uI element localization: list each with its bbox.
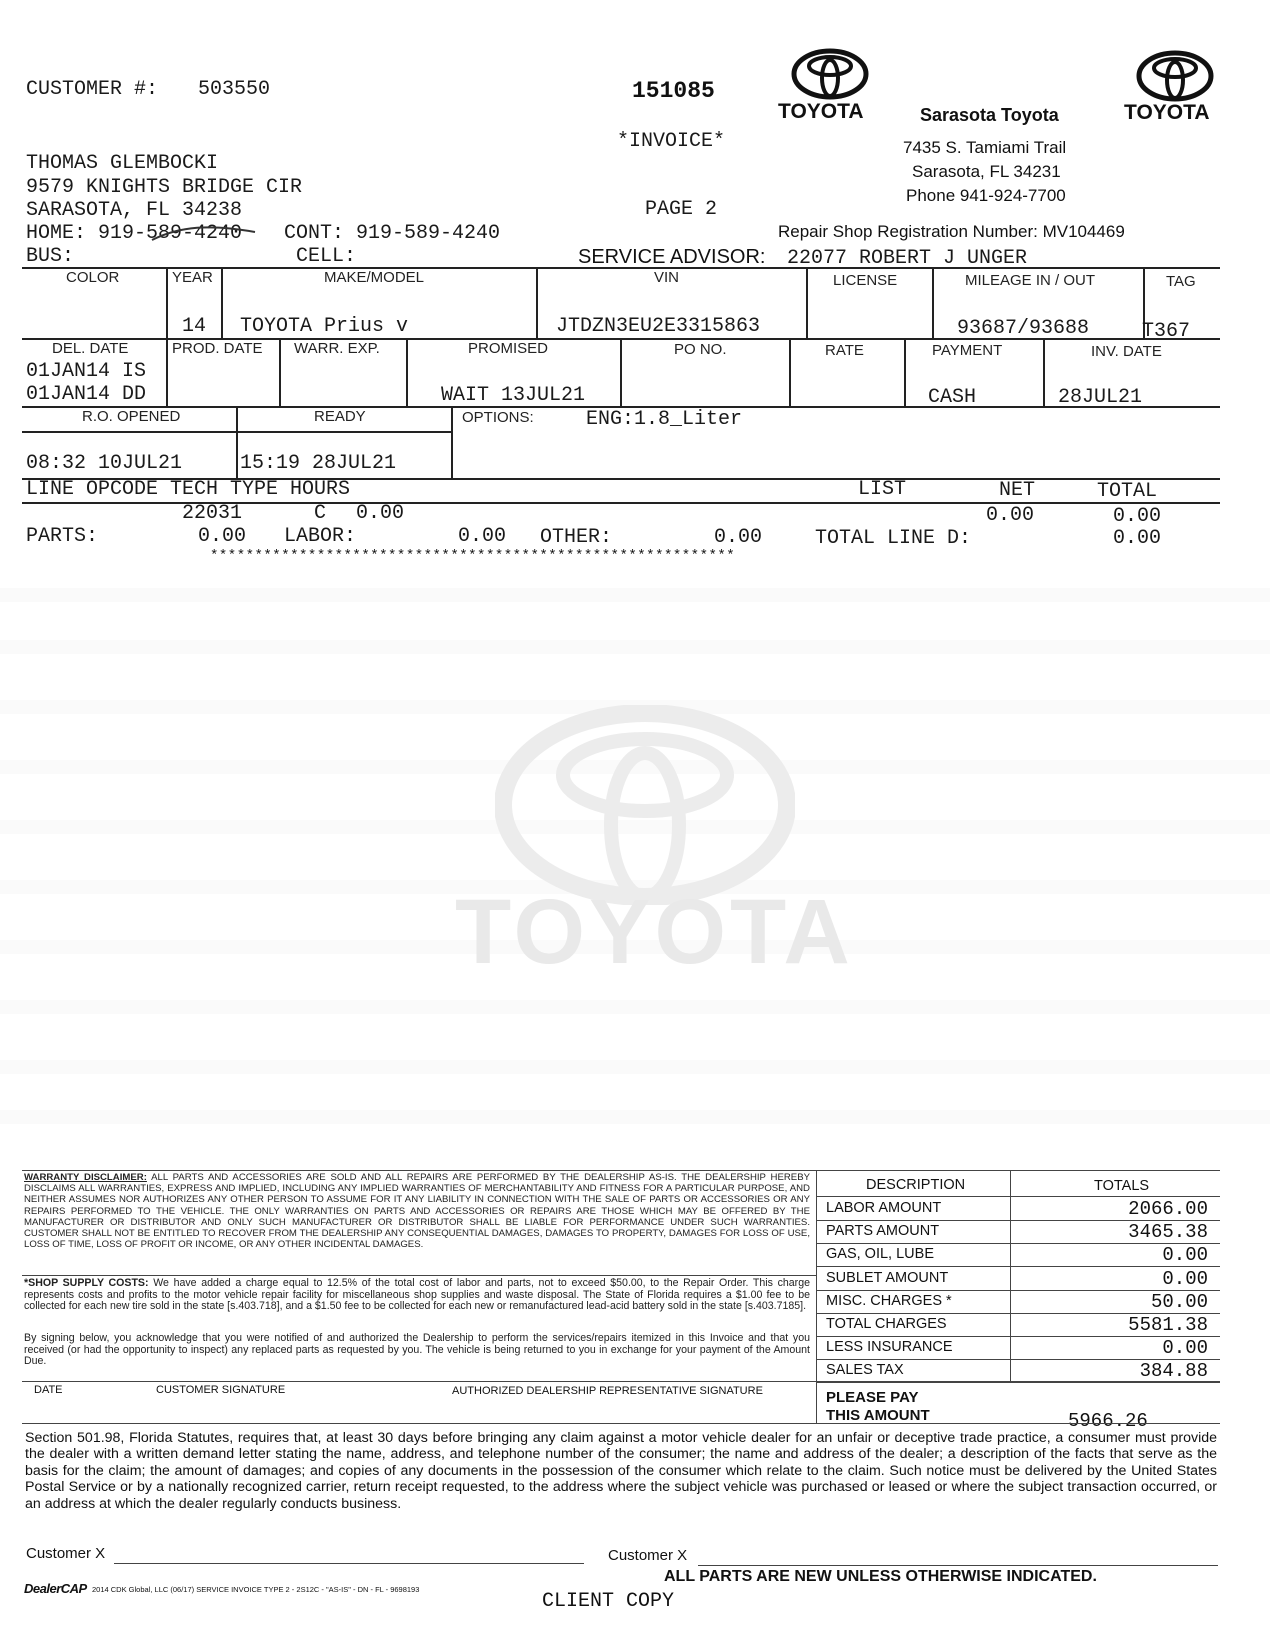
col-header-payment: PAYMENT <box>932 342 1003 359</box>
inv-date-value: 28JUL21 <box>1058 386 1143 409</box>
col-header-promised: PROMISED <box>468 340 549 357</box>
please-pay-line-1: PLEASE PAY <box>826 1389 919 1406</box>
totals-row-label: SALES TAX <box>826 1362 904 1378</box>
strikethrough-mark <box>150 220 260 244</box>
col-header-make-model: MAKE/MODEL <box>324 269 425 286</box>
customer-number: 503550 <box>198 78 271 101</box>
line-type: C <box>314 502 327 525</box>
del-date-2: 01JAN14 DD <box>26 383 147 406</box>
ready-value: 15:19 28JUL21 <box>240 452 397 475</box>
signing-acknowledgement: By signing below, you acknowledge that you were notified of and authorized the Dealership to perform the services/repairs itemized in this Invoice and that you received (or had the opportunity to inspect) any replaced parts as requested by you. The vehicle is being returned to you in exchange for your payment of the Amount Due. <box>24 1332 810 1368</box>
warranty-disclaimer-text: ALL PARTS AND ACCESSORIES ARE SOLD AND ALL REPAIRS ARE PERFORMED BY THE DEALERSHIP AS-IS. THE DEALERSHIP HEREBY DISCLAIMS ALL WARRANTIES, EXPRESS AND IMPLIED, INCLUDING ANY IMPLIED WARRANTIES OF MERCHANTABILITY AND FITNESS FOR A PARTICULAR PURPOSE, AND NEITHER ASSUMES NOR AUTHORIZES ANY OTHER PERSON TO ASSUME FOR IT ANY LIABILITY IN CONNECTION WITH THE SALE OF PARTS OR ACCESSORIES OR ANY REPAIRS PERFORMED TO THE VEHICLE. THE ONLY WARRANTIES ON PARTS AND ACCESSORIES OR REPAIRS ARE THOSE WHICH MAY BE OFFERED BY THE MANUFACTURER OR DISTRIBUTOR AND ONLY SUCH MANUFACTURER OR DISTRIBUTOR SHALL BE LIABLE FOR PERFORMANCE UNDER SUCH WARRANTIES. CUSTOMER SHALL NOT BE ENTITLED TO RECOVER FROM THE DEALERSHIP ANY CONSEQUENTIAL DAMAGES, DAMAGES TO PROPERTY, DAMAGES FOR LOSS OF USE, LOSS OF TIME, LOSS OF PROFIT OR INCOME, OR ANY OTHER INCIDENTAL DAMAGES. <box>24 1172 810 1251</box>
col-header-mileage: MILEAGE IN / OUT <box>965 272 1096 289</box>
labor-label: LABOR: <box>284 525 357 548</box>
col-header-inv-date: INV. DATE <box>1091 343 1162 360</box>
dealer-name: Sarasota Toyota <box>920 105 1059 125</box>
totals-row-label: LESS INSURANCE <box>826 1339 953 1355</box>
brand-left: TOYOTA <box>778 100 864 123</box>
brand-right: TOYOTA <box>1124 101 1210 124</box>
customer-name: THOMAS GLEMBOCKI <box>26 152 219 175</box>
dealer-city: Sarasota, FL 34231 <box>912 162 1061 181</box>
payment-value: CASH <box>928 386 977 409</box>
lines-header-list: LIST <box>858 478 907 501</box>
totals-row-divider <box>816 1266 1220 1267</box>
totals-row-divider <box>816 1382 1220 1383</box>
col-header-vin: VIN <box>654 269 680 286</box>
all-parts-new-notice: ALL PARTS ARE NEW UNLESS OTHERWISE INDICATED. <box>664 1568 1097 1585</box>
dealer-address: 7435 S. Tamiami Trail <box>903 138 1067 157</box>
totals-row-value: 0.00 <box>1162 1244 1208 1266</box>
repair-registration: Repair Shop Registration Number: MV104469 <box>778 222 1125 241</box>
customer-signature-label: CUSTOMER SIGNATURE <box>156 1384 286 1396</box>
cont-phone-label: CONT: <box>284 222 345 245</box>
please-pay-label <box>826 1389 930 1425</box>
vehicle-mileage: 93687/93688 <box>957 317 1090 340</box>
col-header-year: YEAR <box>172 269 213 286</box>
dealer-phone: Phone 941-924-7700 <box>906 186 1066 205</box>
shop-supply-costs <box>24 1278 810 1313</box>
page-label: PAGE 2 <box>645 198 718 221</box>
totals-row-value: 2066.00 <box>1128 1198 1208 1220</box>
totals-header: TOTALS <box>1094 1178 1150 1194</box>
totals-row-value: 0.00 <box>1162 1337 1208 1359</box>
totals-row-label: GAS, OIL, LUBE <box>826 1246 934 1262</box>
please-pay-line-2: THIS AMOUNT <box>826 1407 930 1424</box>
shop-supply-text: We have added a charge equal to 12.5% of the total cost of labor and parts, not to exceed $50.00, to the Repair Order. This charge represents costs and profits to the motor vehicle repair facility for miscellaneous shop supplies and waste disposal. The State of Florida requires a $1.00 fee to be collected for each new tire sold in the state [s.403.718], and a $1.50 fee to be collected for each new or remanufactured lead-acid battery sold in the state [s.403.7185]. <box>24 1277 810 1313</box>
totals-row-value: 5581.38 <box>1128 1314 1208 1336</box>
separator-stars: *********************************************************** <box>210 548 736 564</box>
vehicle-tag: T367 <box>1142 320 1191 343</box>
labor-value: 0.00 <box>458 525 507 548</box>
toyota-logo-icon <box>790 48 870 100</box>
col-header-del-date: DEL. DATE <box>52 340 129 357</box>
dealer-signature-label: AUTHORIZED DEALERSHIP REPRESENTATIVE SIGNATURE <box>452 1385 763 1397</box>
line-total: 0.00 <box>1113 505 1162 528</box>
shop-supply-title: *SHOP SUPPLY COSTS: <box>24 1277 149 1289</box>
parts-label: PARTS: <box>26 525 99 548</box>
totals-row-label: MISC. CHARGES * <box>826 1293 952 1309</box>
florida-statute-notice: Section 501.98, Florida Statutes, requires that, at least 30 days before bringing any claim against a motor vehicle dealer for an unfair or deceptive trade practice, a consumer must provide the dealer with a written demand letter stating the name, address, and telephone number of the consumer; the name and address of the dealer; a description of the facts that serve as the basis for the claim; the amount of damages; and copies of any documents in the possession of the consumer which relate to the claim. Such notice must be delivered by the United States Postal Service or by a nationally recognized carrier, return receipt requested, to the address where the subject vehicle was purchased or leased or where the subject transaction occurred, or an address at which the dealer regularly conducts business. <box>25 1430 1217 1512</box>
customer-number-label: CUSTOMER #: <box>26 78 159 101</box>
toyota-logo-icon <box>1135 50 1215 102</box>
date-label: DATE <box>34 1384 63 1396</box>
cont-phone: 919-589-4240 <box>356 222 501 245</box>
col-header-rate: RATE <box>825 342 864 359</box>
totals-row-value: 384.88 <box>1139 1360 1208 1382</box>
promised-value: WAIT 13JUL21 <box>441 384 586 407</box>
totals-row-label: LABOR AMOUNT <box>826 1200 942 1216</box>
ro-opened-label: R.O. OPENED <box>82 408 181 425</box>
service-advisor-value: 22077 ROBERT J UNGER <box>787 247 1028 270</box>
totals-row-label: PARTS AMOUNT <box>826 1223 940 1239</box>
other-label: OTHER: <box>540 526 613 549</box>
client-copy-label: CLIENT COPY <box>542 1590 675 1613</box>
cell-label: CELL: <box>296 245 357 268</box>
col-header-prod-date: PROD. DATE <box>172 340 263 357</box>
vehicle-year: 14 <box>182 315 207 338</box>
lines-header-net: NET <box>999 479 1036 502</box>
other-value: 0.00 <box>714 526 763 549</box>
totals-row-label: SUBLET AMOUNT <box>826 1270 949 1286</box>
del-date-1: 01JAN14 IS <box>26 360 147 383</box>
dealercap-logo: DealerCAP <box>24 1581 87 1596</box>
col-header-license: LICENSE <box>833 272 898 289</box>
toyota-watermark-emblem <box>495 705 795 905</box>
col-header-warr-exp: WARR. EXP. <box>294 340 380 357</box>
home-phone: 919-589-4240 <box>98 222 243 245</box>
col-header-po-no: PO NO. <box>674 341 727 358</box>
warranty-disclaimer <box>24 1172 810 1250</box>
vehicle-vin: JTDZN3EU2E3315863 <box>556 315 761 338</box>
customer-street: 9579 KNIGHTS BRIDGE CIR <box>26 176 303 199</box>
toyota-watermark-text: TOYOTA <box>455 881 854 983</box>
options-value: ENG:1.8_Liter <box>586 408 743 431</box>
warranty-disclaimer-title: WARRANTY DISCLAIMER: <box>24 1172 147 1183</box>
totals-row-value: 3465.38 <box>1128 1221 1208 1243</box>
lines-header: LINE OPCODE TECH TYPE HOURS <box>26 478 351 501</box>
options-label: OPTIONS: <box>462 409 534 426</box>
form-code: 2014 CDK Global, LLC (06/17) SERVICE INVOICE TYPE 2 - 2S12C - "AS-IS" - DN - FL - 9698193 <box>92 1585 420 1594</box>
ro-opened-value: 08:32 10JUL21 <box>26 452 183 475</box>
parts-value: 0.00 <box>198 525 247 548</box>
amount-due: 5966.26 <box>1068 1410 1148 1432</box>
customer-x-left: Customer X <box>26 1545 106 1562</box>
vehicle-make-model: TOYOTA Prius v <box>240 315 409 338</box>
invoice-title: *INVOICE* <box>617 130 726 153</box>
invoice-number: 151085 <box>632 78 715 104</box>
col-header-tag: TAG <box>1166 273 1196 290</box>
description-header: DESCRIPTION <box>866 1177 966 1193</box>
total-line-value: 0.00 <box>1113 527 1162 550</box>
totals-row-label: TOTAL CHARGES <box>826 1316 947 1332</box>
line-hours: 0.00 <box>356 502 405 525</box>
home-phone-label: HOME: <box>26 222 87 245</box>
total-line-label: TOTAL LINE D: <box>815 527 972 550</box>
customer-city: SARASOTA, FL 34238 <box>26 199 243 222</box>
totals-row-value: 50.00 <box>1150 1291 1208 1313</box>
line-net: 0.00 <box>986 504 1035 527</box>
service-advisor-label: SERVICE ADVISOR: <box>578 246 766 268</box>
ready-label: READY <box>314 408 366 425</box>
customer-x-right: Customer X <box>608 1547 688 1564</box>
line-tech: 22031 <box>182 502 243 525</box>
col-header-color: COLOR <box>66 269 120 286</box>
bus-label: BUS: <box>26 245 75 268</box>
totals-row-value: 0.00 <box>1162 1268 1208 1290</box>
lines-header-total: TOTAL <box>1097 480 1158 503</box>
